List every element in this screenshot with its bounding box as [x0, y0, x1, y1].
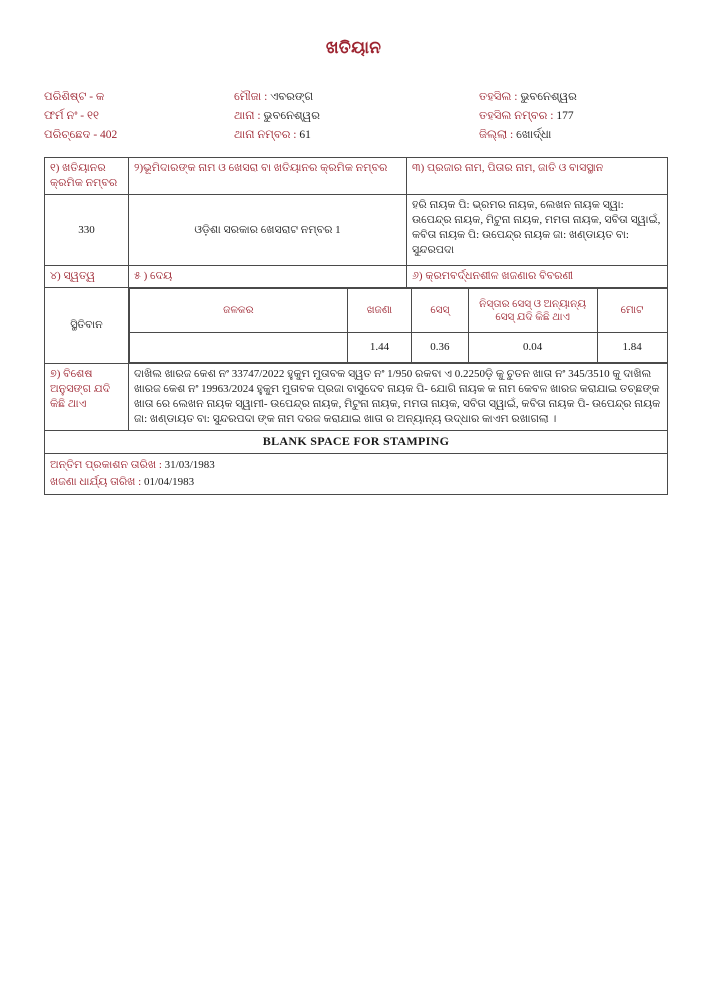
cell-serial-no: 330	[45, 195, 129, 266]
meta-line-form-no	[44, 107, 234, 126]
remarks-label: ୭) ବିଶେଷ ଅନୁସଙ୍ଗ ଯଦି କିଛି ଥାଏ	[45, 364, 129, 431]
khatiyan-record-table	[44, 157, 668, 495]
meta-line-thana-no	[234, 126, 479, 145]
meta-label: ଜିଲ୍ଲା :	[479, 129, 514, 141]
revenue-value-total: 1.84	[597, 333, 667, 363]
revenue-header-rent: ଖଜଣା	[347, 289, 412, 333]
cell-tenant-details: ହରି ନାୟକ ପି: ଭ୍ରମର ନାୟକ, ଲେଖନ ନାୟକ ସ୍ୱା: ଉପେନ୍ଦ୍ର ନାୟକ, ମିଟୁନା ନାୟକ, ମମତା ନାୟକ, ସବିତା ସ୍ୱାଇଁ, କବିତା ନାୟକ ପି: ଉପେନ୍ଦ୍ର ନାୟକ ଜା: ଖଣ୍ଡାୟତ ବା: ସୁନ୍ଦରପଦା	[407, 195, 668, 266]
meta-value: ଖୋର୍ଦ୍ଧା	[516, 129, 552, 141]
olx-watermark	[536, 888, 688, 966]
stamp-notice-row	[45, 431, 668, 454]
header-serial-no: ୧) ଖତିୟାନର କ୍ରମିକ ନମ୍ବର	[45, 158, 129, 195]
meta-line-mouza	[234, 88, 479, 107]
revenue-value-other-cess: 0.04	[468, 333, 597, 363]
revenue-header-cess: ସେସ୍	[412, 289, 468, 333]
meta-value: ଭୁବନେଶ୍ୱର	[520, 91, 577, 103]
meta-value: 177	[556, 110, 574, 122]
revenue-table	[129, 288, 668, 363]
footer-dates-cell	[45, 454, 668, 495]
revenue-header-other-cess: ନିସ୍ତାର ସେସ୍ ଓ ଅନ୍ୟାନ୍ୟ ସେସ୍ ଯଦି କିଛି ଥାଏ	[468, 289, 597, 333]
header-column-right	[479, 88, 666, 145]
header-landlord: ୨)ଭୂମିଦାରଙ୍କ ନାମ ଓ ଖେସରା ବା ଖତିୟାନର କ୍ରମିକ ନମ୍ବର	[129, 158, 407, 195]
date-rent-fixation	[50, 474, 662, 491]
meta-line-tahasil	[479, 88, 666, 107]
meta-label: ଫର୍ମ ନଂ - ୧୧	[44, 110, 99, 122]
header-progressive-rent: ୬) କ୍ରମବର୍ଦ୍ଧନଶୀଳ ଖଜଣାର ବିବରଣୀ	[407, 266, 668, 288]
date-final-publication	[50, 457, 662, 474]
header-column-middle	[234, 88, 479, 145]
header-meta-block	[44, 88, 666, 145]
meta-value: 61	[299, 129, 311, 141]
meta-label: ତହସିଲ :	[479, 91, 518, 103]
meta-label: ତହସିଲ ନମ୍ବର :	[479, 110, 554, 122]
table-section-header-row	[45, 266, 668, 288]
meta-line-tahasil-no	[479, 107, 666, 126]
meta-label: ପରିଚ୍ଛେଦ - 402	[44, 129, 118, 141]
date-label: ଅନ୍ତିମ ପ୍ରକାଶନ ତାରିଖ :	[50, 459, 162, 471]
olx-watermark-subtitle: INDIA	[632, 954, 666, 963]
date-label: ଖଜଣା ଧାର୍ଯ୍ୟ ତାରିଖ :	[50, 476, 142, 488]
revenue-header-total: ମୋଟ	[597, 289, 667, 333]
meta-line-thana	[234, 107, 479, 126]
revenue-row	[45, 288, 668, 364]
footer-dates-row	[45, 454, 668, 495]
meta-label: ଥାନା ନମ୍ବର :	[234, 129, 297, 141]
revenue-value-cess: 0.36	[412, 333, 468, 363]
date-value: 31/03/1983	[164, 459, 215, 471]
revenue-value-rent: 1.44	[347, 333, 412, 363]
meta-value: ଭୁବନେଶ୍ୱର	[263, 110, 320, 122]
remarks-text: ଦାଖିଲ ଖାରଜ କେଶ ନଂ 33747/2022 ହୁକୁମ ମୁତାବକ ସ୍ୱତ ନଂ 1/950 ରକବା ଏ 0.2250ଡ଼ି କୁ ଚୁତନ ଖାତା ନଂ 345/3510 କୁ ଦାଖିଲ ଖାରଜ କେଶ ନଂ 19963/2024 ହୁକୁମ ମୁତାବକ ପ୍ରଜା ବାସୁଦେବ ନାୟକ ପି- ଯୋଗି ନାୟକ କ ନାମ କେବଳ ଖାରଜ କରାଯାଇ ତଚ୍ଛଙ୍କ ଖାତା ରେ ଲେଖନ ନାୟକ ସ୍ୱାମୀ- ଉପେନ୍ଦ୍ର ନାୟକ, ମିଟୁନା ନାୟକ, ମମତା ନାୟକ, ସବିତା ସ୍ୱାଇଁ, କବିତା ନାୟକ ପି- ଉପେନ୍ଦ୍ର ନାୟକ ଜା: ଖଣ୍ଡାୟତ ବା: ସୁନ୍ଦରପଦା ଙ୍କ ନାମ ଦରଜ କରାଯାଇ ଖାତା ର ଅନ୍ୟାନ୍ୟ ଉଦ୍ଧାର କାଏମ ରଖାଗଲା ।	[129, 364, 668, 431]
date-value: 01/04/1983	[143, 476, 195, 488]
remarks-row	[45, 364, 668, 431]
header-tenure-right: ୪) ସ୍ୱତ୍ୱ	[45, 266, 129, 288]
stamp-notice-text: BLANK SPACE FOR STAMPING	[262, 434, 450, 448]
table-row	[45, 195, 668, 266]
meta-line-appendix	[44, 88, 234, 107]
header-payable: ୫ ) ଦେୟ	[129, 266, 407, 288]
meta-value: ଏବରଙ୍ଗ	[270, 91, 314, 103]
meta-label: ପରିଶିଷ୍ଟ - କ	[44, 91, 105, 103]
table-header-row	[45, 158, 668, 195]
meta-line-section	[44, 126, 234, 145]
header-tenant: ୩) ପ୍ରଜାର ନାମ, ପିତାର ନାମ, ଜାତି ଓ ବାସସ୍ଥାନ	[407, 158, 668, 195]
page-title: ଖତିୟାନ	[325, 38, 382, 57]
revenue-value-water-rate	[130, 333, 348, 363]
meta-label: ମୌଜା :	[234, 91, 268, 103]
olx-logo-icon	[536, 888, 688, 966]
revenue-header-row	[130, 289, 668, 333]
revenue-subtable-container	[129, 288, 668, 364]
cell-landlord: ଓଡ଼ିଶା ସରକାର ଖେସରାଟ ନମ୍ବର 1	[129, 195, 407, 266]
header-column-left	[44, 88, 234, 145]
cell-tenure-type: ସ୍ଥିତିବାନ	[45, 288, 129, 364]
revenue-value-row	[130, 333, 668, 363]
meta-label: ଥାନା :	[234, 110, 261, 122]
revenue-header-water-rate: ଜଳକର	[130, 289, 348, 333]
stamp-notice-cell	[45, 431, 668, 454]
meta-line-district	[479, 126, 666, 145]
